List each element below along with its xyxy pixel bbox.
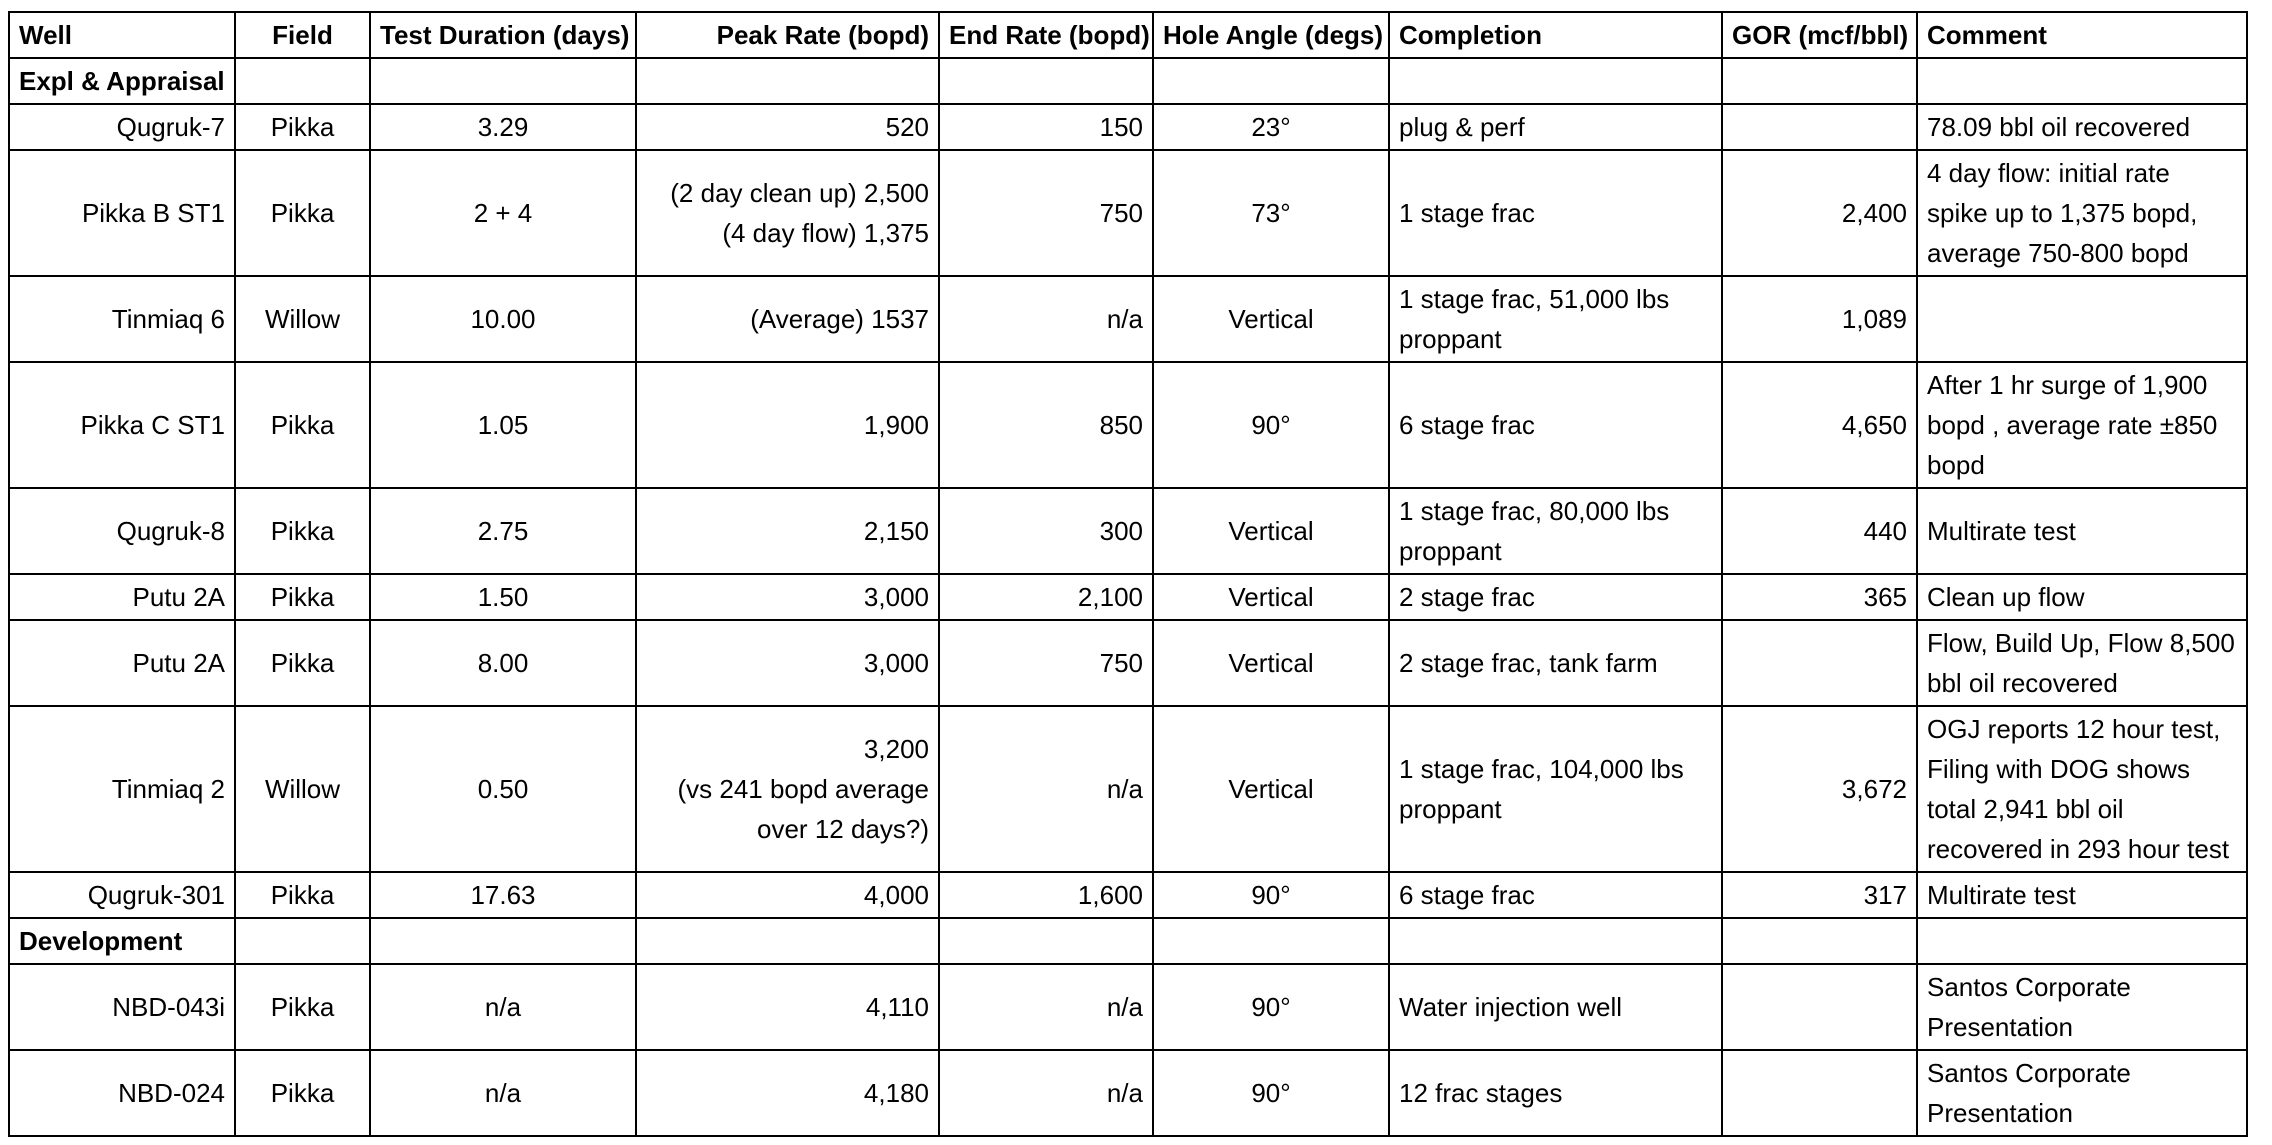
cell-well[interactable]: Qugruk-8	[9, 488, 235, 574]
section-label-expl[interactable]: Expl & Appraisal	[9, 58, 235, 104]
peak-rate-line: (vs 241 bopd average	[677, 774, 929, 804]
cell-gor[interactable]: 365	[1722, 574, 1917, 620]
cell-hole-angle[interactable]: Vertical	[1153, 488, 1389, 574]
empty-cell[interactable]	[235, 58, 370, 104]
peak-rate-line: 3,000	[863, 582, 929, 612]
peak-rate-line: 4,110	[865, 992, 929, 1022]
empty-cell[interactable]	[1389, 58, 1722, 104]
peak-rate-line: 4,180	[863, 1078, 929, 1108]
peak-rate-line: 3,200	[863, 734, 929, 764]
cell-end-rate[interactable]: 300	[939, 488, 1153, 574]
cell-well[interactable]: Qugruk-7	[9, 104, 235, 150]
empty-cell[interactable]	[1722, 918, 1917, 964]
cell-comment[interactable]: Clean up flow	[1917, 574, 2247, 620]
cell-peak-rate[interactable]	[636, 488, 939, 574]
header-end-rate[interactable]: End Rate (bopd)	[939, 12, 1153, 58]
empty-cell[interactable]	[370, 58, 636, 104]
empty-cell[interactable]	[1917, 918, 2247, 964]
cell-field[interactable]: Pikka	[235, 964, 370, 1050]
cell-peak-rate[interactable]	[636, 150, 939, 276]
cell-well[interactable]: NBD-043i	[9, 964, 235, 1050]
cell-gor[interactable]: 4,650	[1722, 362, 1917, 488]
cell-end-rate[interactable]: 750	[939, 150, 1153, 276]
cell-test-duration[interactable]: 8.00	[370, 620, 636, 706]
cell-hole-angle[interactable]: 73°	[1153, 150, 1389, 276]
empty-cell[interactable]	[636, 918, 939, 964]
table-row	[9, 150, 2247, 276]
empty-cell[interactable]	[1917, 58, 2247, 104]
peak-rate-line: (2 day clean up) 2,500	[670, 178, 929, 208]
cell-gor[interactable]: 3,672	[1722, 706, 1917, 872]
cell-gor[interactable]	[1722, 1050, 1917, 1136]
cell-field[interactable]: Pikka	[235, 104, 370, 150]
section-label-development[interactable]: Development	[9, 918, 235, 964]
table-row	[9, 964, 2247, 1050]
cell-test-duration[interactable]: 2 + 4	[370, 150, 636, 276]
cell-completion[interactable]: 2 stage frac	[1389, 574, 1722, 620]
cell-well[interactable]: Tinmiaq 2	[9, 706, 235, 872]
header-comment[interactable]: Comment	[1917, 12, 2247, 58]
cell-field[interactable]: Pikka	[235, 150, 370, 276]
cell-completion[interactable]: 1 stage frac	[1389, 150, 1722, 276]
peak-rate-line: 2,150	[863, 516, 929, 546]
cell-comment[interactable]: Flow, Build Up, Flow 8,500 bbl oil recovered	[1917, 620, 2247, 706]
empty-cell[interactable]	[939, 918, 1153, 964]
cell-peak-rate[interactable]	[636, 1050, 939, 1136]
cell-well[interactable]: NBD-024	[9, 1050, 235, 1136]
cell-end-rate[interactable]: 850	[939, 362, 1153, 488]
table-row	[9, 104, 2247, 150]
cell-gor[interactable]: 317	[1722, 872, 1917, 918]
cell-hole-angle[interactable]: Vertical	[1153, 620, 1389, 706]
cell-completion[interactable]: 1 stage frac, 51,000 lbs proppant	[1389, 276, 1722, 362]
header-peak-rate[interactable]: Peak Rate (bopd)	[636, 12, 939, 58]
cell-comment[interactable]: 78.09 bbl oil recovered	[1917, 104, 2247, 150]
cell-comment[interactable]: Multirate test	[1917, 488, 2247, 574]
cell-end-rate[interactable]: 750	[939, 620, 1153, 706]
cell-hole-angle[interactable]: 90°	[1153, 964, 1389, 1050]
cell-hole-angle[interactable]: 90°	[1153, 1050, 1389, 1136]
cell-completion[interactable]: plug & perf	[1389, 104, 1722, 150]
cell-peak-rate[interactable]	[636, 362, 939, 488]
empty-cell[interactable]	[1153, 58, 1389, 104]
cell-comment[interactable]: Santos Corporate Presentation	[1917, 1050, 2247, 1136]
peak-rate-line: 520	[885, 112, 929, 142]
table-row	[9, 872, 2247, 918]
table-row	[9, 574, 2247, 620]
cell-peak-rate[interactable]	[636, 104, 939, 150]
cell-end-rate[interactable]: n/a	[939, 276, 1153, 362]
table-row	[9, 706, 2247, 872]
header-gor[interactable]: GOR (mcf/bbl)	[1722, 12, 1917, 58]
cell-test-duration[interactable]: 0.50	[370, 706, 636, 872]
section-row-development	[9, 918, 2247, 964]
cell-field[interactable]: Pikka	[235, 488, 370, 574]
cell-well[interactable]: Qugruk-301	[9, 872, 235, 918]
cell-end-rate[interactable]: 150	[939, 104, 1153, 150]
cell-well[interactable]: Tinmiaq 6	[9, 276, 235, 362]
table-row	[9, 276, 2247, 362]
cell-hole-angle[interactable]: 90°	[1153, 362, 1389, 488]
peak-rate-line: (Average) 1537	[750, 304, 929, 334]
cell-end-rate[interactable]: n/a	[939, 964, 1153, 1050]
cell-test-duration[interactable]: 2.75	[370, 488, 636, 574]
empty-cell[interactable]	[235, 918, 370, 964]
cell-peak-rate[interactable]	[636, 276, 939, 362]
cell-test-duration[interactable]: n/a	[370, 964, 636, 1050]
cell-test-duration[interactable]: n/a	[370, 1050, 636, 1136]
cell-test-duration[interactable]: 1.50	[370, 574, 636, 620]
cell-well[interactable]: Putu 2A	[9, 574, 235, 620]
cell-test-duration[interactable]: 17.63	[370, 872, 636, 918]
header-hole-angle[interactable]: Hole Angle (degs)	[1153, 12, 1389, 58]
cell-field[interactable]: Pikka	[235, 1050, 370, 1136]
cell-field[interactable]: Pikka	[235, 620, 370, 706]
cell-peak-rate[interactable]	[636, 706, 939, 872]
cell-comment[interactable]: 4 day flow: initial rate spike up to 1,375 bopd, average 750-800 bopd	[1917, 150, 2247, 276]
cell-comment[interactable]: Multirate test	[1917, 872, 2247, 918]
header-field[interactable]: Field	[235, 12, 370, 58]
cell-gor[interactable]: 440	[1722, 488, 1917, 574]
cell-completion[interactable]: 1 stage frac, 80,000 lbs proppant	[1389, 488, 1722, 574]
cell-peak-rate[interactable]	[636, 620, 939, 706]
cell-hole-angle[interactable]: Vertical	[1153, 574, 1389, 620]
cell-gor[interactable]	[1722, 964, 1917, 1050]
cell-comment[interactable]: OGJ reports 12 hour test, Filing with DOG shows total 2,941 bbl oil recovered in 293 hour test	[1917, 706, 2247, 872]
cell-completion[interactable]: 2 stage frac, tank farm	[1389, 620, 1722, 706]
table-row	[9, 488, 2247, 574]
cell-test-duration[interactable]: 3.29	[370, 104, 636, 150]
cell-field[interactable]: Willow	[235, 276, 370, 362]
empty-cell[interactable]	[1722, 58, 1917, 104]
header-completion[interactable]: Completion	[1389, 12, 1722, 58]
cell-completion[interactable]: 6 stage frac	[1389, 362, 1722, 488]
header-well[interactable]: Well	[9, 12, 235, 58]
cell-well[interactable]: Putu 2A	[9, 620, 235, 706]
cell-completion[interactable]: 6 stage frac	[1389, 872, 1722, 918]
cell-completion[interactable]: 1 stage frac, 104,000 lbs proppant	[1389, 706, 1722, 872]
peak-rate-line: (4 day flow) 1,375	[722, 218, 929, 248]
well-test-table	[8, 11, 2248, 1137]
cell-field[interactable]: Willow	[235, 706, 370, 872]
cell-gor[interactable]: 2,400	[1722, 150, 1917, 276]
cell-test-duration[interactable]: 1.05	[370, 362, 636, 488]
cell-end-rate[interactable]: n/a	[939, 706, 1153, 872]
peak-rate-line: 1,900	[863, 410, 929, 440]
cell-peak-rate[interactable]	[636, 574, 939, 620]
table-row	[9, 362, 2247, 488]
cell-completion[interactable]: 12 frac stages	[1389, 1050, 1722, 1136]
cell-comment[interactable]: Santos Corporate Presentation	[1917, 964, 2247, 1050]
cell-end-rate[interactable]: n/a	[939, 1050, 1153, 1136]
cell-field[interactable]: Pikka	[235, 872, 370, 918]
cell-comment[interactable]: After 1 hr surge of 1,900 bopd , average rate ±850 bopd	[1917, 362, 2247, 488]
cell-field[interactable]: Pikka	[235, 574, 370, 620]
cell-hole-angle[interactable]: 23°	[1153, 104, 1389, 150]
cell-comment[interactable]	[1917, 276, 2247, 362]
cell-hole-angle[interactable]: Vertical	[1153, 276, 1389, 362]
cell-hole-angle[interactable]: 90°	[1153, 872, 1389, 918]
peak-rate-line: 3,000	[863, 648, 929, 678]
header-row	[9, 12, 2247, 58]
cell-completion[interactable]: Water injection well	[1389, 964, 1722, 1050]
empty-cell[interactable]	[939, 58, 1153, 104]
table-row	[9, 1050, 2247, 1136]
empty-cell[interactable]	[1389, 918, 1722, 964]
cell-test-duration[interactable]: 10.00	[370, 276, 636, 362]
empty-cell[interactable]	[1153, 918, 1389, 964]
cell-field[interactable]: Pikka	[235, 362, 370, 488]
cell-well[interactable]: Pikka C ST1	[9, 362, 235, 488]
header-test-duration[interactable]: Test Duration (days)	[370, 12, 636, 58]
empty-cell[interactable]	[370, 918, 636, 964]
cell-peak-rate[interactable]	[636, 872, 939, 918]
cell-gor[interactable]	[1722, 620, 1917, 706]
cell-end-rate[interactable]: 1,600	[939, 872, 1153, 918]
peak-rate-line: over 12 days?)	[757, 814, 929, 844]
cell-gor[interactable]	[1722, 104, 1917, 150]
cell-gor[interactable]: 1,089	[1722, 276, 1917, 362]
section-row-expl	[9, 58, 2247, 104]
cell-peak-rate[interactable]	[636, 964, 939, 1050]
cell-end-rate[interactable]: 2,100	[939, 574, 1153, 620]
peak-rate-line: 4,000	[863, 880, 929, 910]
table-row	[9, 620, 2247, 706]
cell-well[interactable]: Pikka B ST1	[9, 150, 235, 276]
empty-cell[interactable]	[636, 58, 939, 104]
cell-hole-angle[interactable]: Vertical	[1153, 706, 1389, 872]
